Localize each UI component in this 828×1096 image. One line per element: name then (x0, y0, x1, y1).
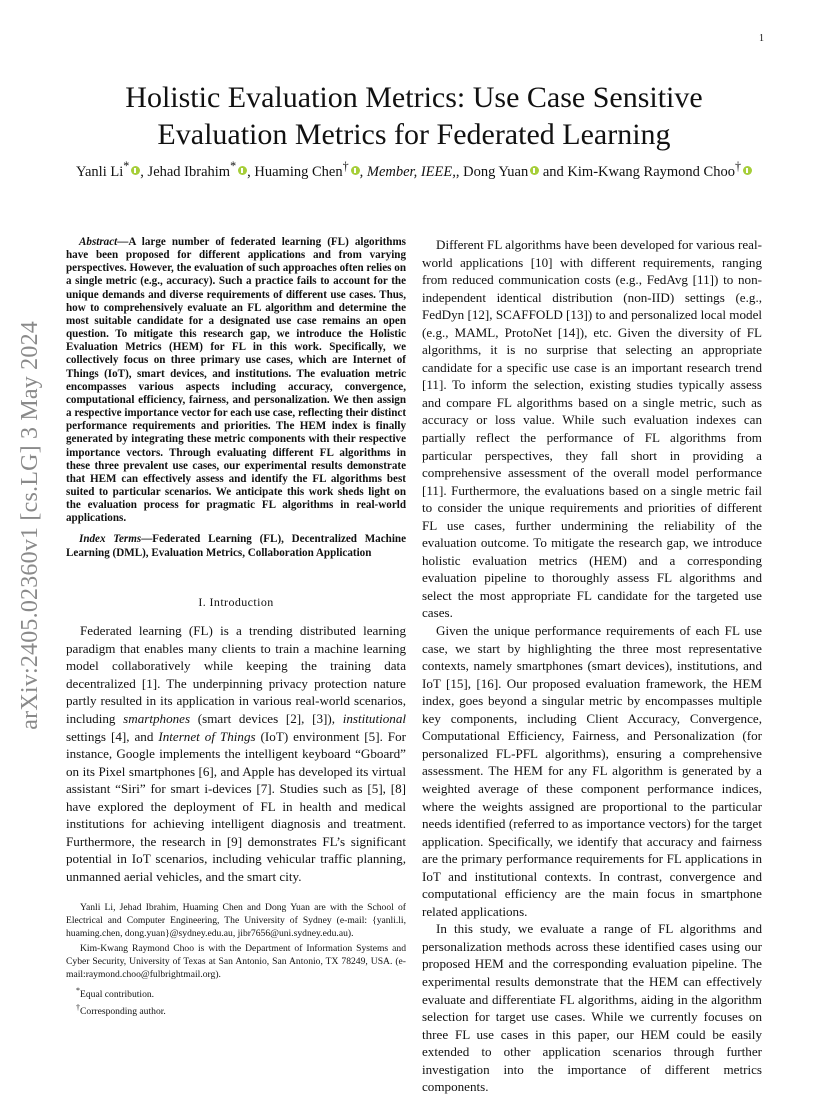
footnotes (66, 902, 406, 1019)
affiliation-footnote-1: Yanli Li, Jehad Ibrahim, Huaming Chen and Dong Yuan are with the School of Electrical and Computer Engineering, The University of Sydney (e-mail: {yanli.li, huaming.chen, dong.yuan}@sydney.edu.au, jibr7656@uni.sydney.edu.au). (66, 902, 406, 939)
paper-title: Holistic Evaluation Metrics: Use Case Sensitive Evaluation Metrics for Federated Learning (125, 81, 703, 151)
abstract (66, 236, 406, 525)
arxiv-identifier (2, 290, 58, 760)
body-text: Federated learning (FL) is a trending distributed learning paradigm that enables many clients to train a machine learning model collaboratively while keeping the training data decentralized [1]. The underpinning privacy protection nature partly resulted in its application in various real-world scenarios, including (66, 623, 406, 727)
arxiv-identifier-text: arXiv:2405.02360v1 [cs.LG] 3 May 2024 (16, 320, 43, 730)
footnote-mark: * (76, 985, 80, 995)
orcid-icon[interactable] (238, 166, 247, 175)
body-text: (smart devices [2], [3]), (190, 711, 343, 727)
author-name: , Jehad Ibrahim (140, 163, 231, 180)
intro-paragraph-3: Given the unique performance requirements of each FL use case, we start by highlighting the three most representative contexts, namely smartphones (smart devices), institutions, and IoT [15], [16]. Our proposed evaluation framework, the HEM index, goes beyond a singular metric by encompasses multiple key components, including Client Accuracy, Convergence, Computational Efficiency, Fairness, and Personalization (for personalized FL-PFL algorithms), ensuring a comprehensive assessment. The HEM for any FL algorithm is generated by a weighted average of these component performance indices, where the weights assigned are proportional to the particular needs identified (referred to as importance vectors) for the target application. Specifically, we identify that accuracy and fairness are the primary performance requirements for FL applications in IoT and institutional contexts. In contrast, convergence and computational efficiency are the main focus in smartphone related applications. (422, 623, 762, 919)
orcid-icon[interactable] (351, 166, 360, 175)
author-name: Yanli Li (75, 163, 124, 180)
author-list (70, 156, 758, 183)
equal-contribution-mark: * (123, 159, 130, 173)
author-name: , Huaming Chen (247, 163, 343, 180)
equal-contribution-mark: * (230, 159, 237, 173)
orcid-icon[interactable] (743, 166, 752, 175)
intro-paragraph-4: In this study, we evaluate a range of FL algorithms and personalization methods across these identified cases using our proposed HEM and the corresponding evaluation pipeline. The experimental results demonstrate that the HEM can effectively evaluate and differentiate FL algorithms, aiding in the algorithm selection for target use cases. While we currently focuses on three FL use cases in this paper, our HEM could be easily extended to other application scenarios through further investigation into the importance of different metrics components. (422, 921, 762, 1095)
corresponding-author-mark: † (734, 159, 742, 173)
footnote-text: Equal contribution. (80, 988, 155, 1000)
abstract-label: Abstract (79, 236, 118, 248)
corresponding-author-footnote (66, 1002, 406, 1019)
abstract-text: —A large number of federated learning (FL) algorithms have been proposed for different applications and from varying perspectives. However, the evaluation of such approaches often relies on a single metric (e.g., accuracy). Such a practice fails to account for the unique demands and diverse requirements of different use cases. Thus, how to comprehensively evaluate an FL algorithm and determine the most suitable candidate for a designated use case remains an open question. To mitigate this research gap, we introduce the Holistic Evaluation Metrics (HEM) for FL in this work. Specifically, we collectively focus on three primary use cases, which are Internet of Things (IoT), smart devices, and institutions. The evaluation metric encompasses various aspects including accuracy, convergence, computational efficiency, fairness, and personalization. We then assign a respective importance vector for each use case, reflecting their distinct performance requirements and priorities. The HEM index is finally generated by integrating these metric components with their respective importance vectors. Through evaluating different FL algorithms in these three prevalent use cases, our experimental results demonstrate that HEM can effectively assess and identify the FL algorithms best suited to particular scenarios. We anticipate this work sheds light on the evaluation process for pragmatic FL algorithms in real-world applications. (66, 236, 407, 525)
body-emphasis: institutional (342, 711, 406, 727)
intro-paragraph-1 (66, 622, 406, 885)
orcid-icon[interactable] (530, 166, 539, 175)
equal-contribution-footnote (66, 985, 406, 1002)
index-terms-label: Index Terms (79, 533, 142, 546)
right-column (422, 236, 762, 1096)
body-text: (IoT) environment [5]. For instance, Google implements the intelligent keyboard “Gboard” on its Pixel smartphones [6], and Apple has developed its virtual assistant “Siri” for smart i-devices [7]. Studies such as [5], [8] have explored the deployment of FL in health and medical institutions for achieving intelligent diagnosis and treatment. Furthermore, the research in [9] demonstrates FL’s significant potential in IoT scenarios, including vehicular traffic planning, unmanned aerial vehicles, and the smart city. (66, 728, 406, 884)
section-heading-introduction: I. Introduction (198, 594, 274, 609)
intro-paragraph-2: Different FL algorithms have been developed for various real-world applications [10] with different requirements, ranging from reduced communication costs (e.g., FedAvg [11]) to non-independent identical distribution (non-IID) settings (e.g., FedDyn [12], SCAFFOLD [13]) to and personalized local model (e.g., MAML, ProtoNet [14]), etc. Given the diversity of FL algorithms, it is no surprise that selecting an appropriate candidate for a specific use case is an important research trend [11]. To inform the selection, existing studies typically assess and compare FL algorithms based on a single metric, such as accuracy or loss value. While such evaluation indexes can partially reflect the performance of FL algorithms from particular perspectives, they fall short in providing a comprehensive assessment of the overall model performance [11]. Furthermore, the evaluations based on a single metric fail to consider the unique requirements and priorities of different FL use cases, further undermining the reliability of the evaluation outcome. To mitigate the research gap, we introduce holistic evaluation metrics (HEM) and a corresponding evaluation pipeline to thoroughly assess FL algorithms and select the most appropriate FL candidate for the targeted use cases. (422, 237, 763, 621)
body-emphasis: Internet of Things (158, 728, 256, 744)
body-emphasis: smartphones (123, 711, 191, 727)
footnote-mark: † (76, 1002, 80, 1012)
index-terms (66, 533, 406, 559)
orcid-icon[interactable] (131, 166, 140, 175)
affiliation-footnote-2: Kim-Kwang Raymond Choo is with the Department of Information Systems and Cyber Security, University of Texas at San Antonio, San Antonio, TX 78249, USA. (e-mail:raymond.choo@fulbrightmail.org). (66, 943, 406, 980)
left-column (66, 236, 406, 886)
body-text: settings [4], and (66, 728, 159, 744)
corresponding-author-mark: † (342, 159, 349, 173)
author-name: , Dong Yuan (455, 163, 529, 180)
page-number: 1 (759, 33, 764, 44)
index-terms-text: —Federated Learning (FL), Decentralized Machine Learning (DML), Evaluation Metrics, Collaboration Application (66, 533, 406, 559)
membership-note: , Member, IEEE, (359, 163, 456, 180)
author-name: and Kim-Kwang Raymond Choo (539, 163, 735, 180)
footnote-text: Corresponding author. (80, 1005, 166, 1017)
